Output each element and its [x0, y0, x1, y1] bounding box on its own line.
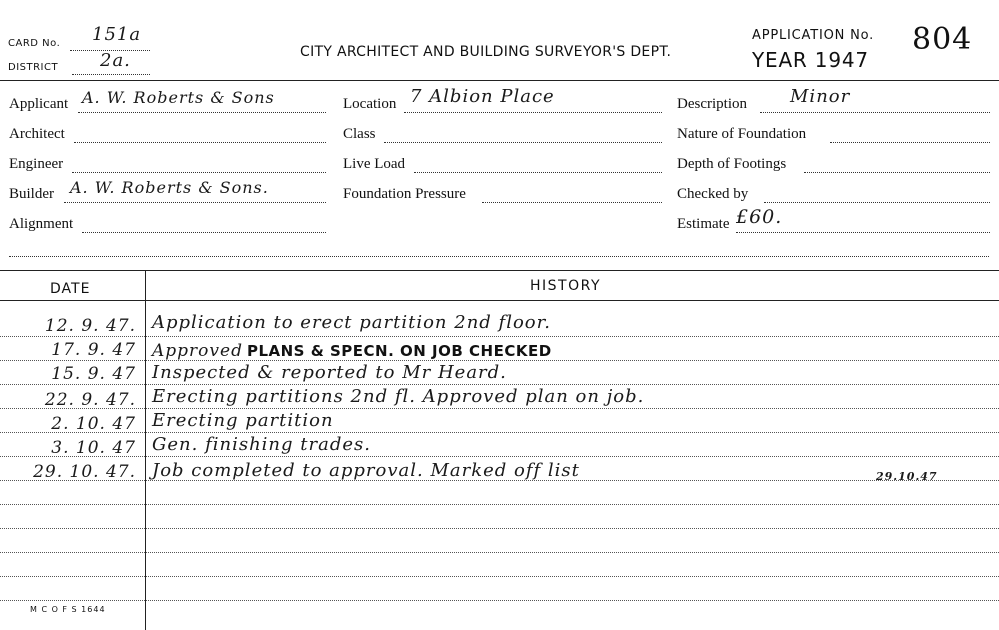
history-entry: Application to erect partition 2nd floor.	[152, 312, 551, 333]
alignment-label: Alignment	[9, 216, 74, 232]
class-underline	[384, 142, 662, 143]
department-title: CITY ARCHITECT AND BUILDING SURVEYOR'S DEPT.	[300, 44, 672, 60]
builder-value: A. W. Roberts & Sons.	[70, 178, 269, 197]
history-ruled-line	[0, 552, 999, 553]
history-column-header: HISTORY	[530, 278, 601, 294]
history-date: 2. 10. 47	[51, 414, 136, 434]
depth-of-footings-underline	[804, 172, 990, 173]
history-ruled-line	[0, 408, 999, 409]
description-value: Minor	[790, 86, 851, 107]
live-load-underline	[414, 172, 662, 173]
foundation-pressure-underline	[482, 202, 662, 203]
estimate-value: £60.	[736, 206, 783, 228]
history-ruled-line	[0, 432, 999, 433]
application-no-value: 804	[912, 22, 973, 57]
history-ruled-line	[0, 336, 999, 337]
history-entry-handwritten: Approved	[152, 341, 243, 361]
history-date: 15. 9. 47	[51, 364, 136, 384]
history-date: 29. 10. 47.	[33, 462, 136, 482]
header-divider	[0, 80, 999, 81]
blank-field-line	[9, 256, 989, 257]
nature-of-foundation-underline	[830, 142, 990, 143]
history-date: 22. 9. 47.	[44, 390, 136, 410]
checked-by-underline	[764, 202, 990, 203]
history-ruled-line	[0, 456, 999, 457]
year-label: YEAR 1947	[752, 48, 869, 72]
depth-of-footings-label: Depth of Footings	[677, 156, 787, 172]
architect-label: Architect	[9, 126, 65, 142]
history-header-divider	[0, 300, 999, 301]
district-underline	[72, 74, 150, 75]
estimate-label: Estimate	[677, 216, 730, 232]
history-date: 17. 9. 47	[51, 340, 136, 360]
history-entry: Job completed to approval. Marked off list	[152, 460, 580, 481]
district-label: DISTRICT	[8, 62, 59, 73]
estimate-underline	[736, 232, 990, 233]
history-entry	[152, 340, 552, 361]
fields-divider	[0, 270, 999, 271]
card-no-label: CARD No.	[8, 38, 61, 49]
builder-label: Builder	[9, 186, 54, 202]
history-entry: Erecting partition	[152, 410, 334, 431]
alignment-underline	[82, 232, 326, 233]
date-column-header: DATE	[50, 281, 91, 297]
description-label: Description	[677, 96, 747, 112]
location-value: 7 Albion Place	[410, 86, 555, 107]
checked-by-label: Checked by	[677, 186, 749, 202]
applicant-value: A. W. Roberts & Sons	[82, 88, 275, 107]
history-date: 3. 10. 47	[51, 438, 136, 458]
nature-of-foundation-label: Nature of Foundation	[677, 126, 807, 142]
class-label: Class	[343, 126, 376, 142]
history-ruled-line	[0, 600, 999, 601]
history-entry: Gen. finishing trades.	[152, 434, 371, 455]
location-label: Location	[343, 96, 397, 112]
approval-stamp: PLANS & SPECN. ON JOB CHECKED	[246, 342, 552, 360]
history-entry: Erecting partitions 2nd fl. Approved plan on job.	[152, 386, 645, 407]
builder-underline	[64, 202, 326, 203]
applicant-label: Applicant	[9, 96, 69, 112]
district-value: 2a.	[100, 50, 131, 71]
applicant-underline	[78, 112, 326, 113]
history-entry-note: 29.10.47	[876, 470, 938, 483]
foundation-pressure-label: Foundation Pressure	[343, 186, 466, 202]
history-entry: Inspected & reported to Mr Heard.	[152, 362, 507, 383]
card-no-value: 151a	[92, 24, 142, 45]
engineer-label: Engineer	[9, 156, 64, 172]
engineer-underline	[72, 172, 326, 173]
history-ruled-line	[0, 528, 999, 529]
description-underline	[760, 112, 990, 113]
location-underline	[404, 112, 662, 113]
history-ruled-line	[0, 384, 999, 385]
history-ruled-line	[0, 576, 999, 577]
architect-underline	[74, 142, 326, 143]
history-date: 12. 9. 47.	[44, 316, 136, 336]
application-no-label: APPLICATION No.	[752, 28, 875, 43]
history-ruled-line	[0, 504, 999, 505]
print-code: M C O F S 1644	[30, 605, 106, 614]
live-load-label: Live Load	[343, 156, 406, 172]
